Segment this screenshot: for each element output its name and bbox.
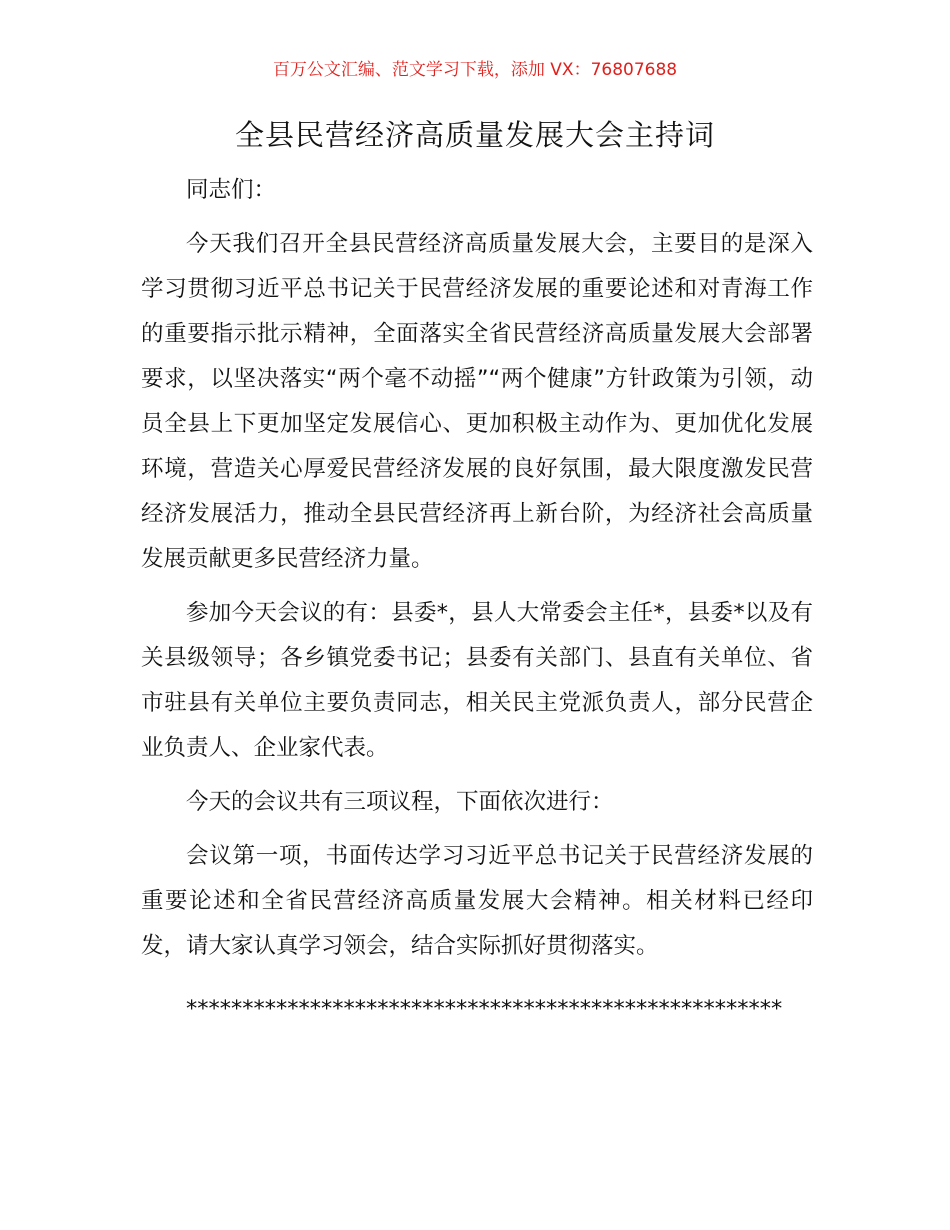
document-body <box>141 168 813 1032</box>
salutation: 同志们： <box>186 177 277 203</box>
paragraph-agenda-intro: 今天的会议共有三项议程，下面依次进行： <box>186 789 614 815</box>
paragraph-attendees: 参加今天会议的有：县委*，县人大常委会主任*，县委*以及有关县级领导；各乡镇党委书记；县委有关部门、县直有关单位、省市驻县有关单位主要负责同志，相关民主党派负责人，部分民营企业负责人、企业家代表。 <box>141 600 813 761</box>
paragraph-agenda-item-1: 会议第一项，书面传达学习习近平总书记关于民营经济发展的重要论述和全省民营经济高质量发展大会精神。相关材料已经印发，请大家认真学习领会，结合实际抓好贯彻落实。 <box>141 843 813 959</box>
header-banner: 百万公文汇编、范文学习下载，添加 VX：76807688 <box>272 60 678 80</box>
paragraph-purpose: 今天我们召开全县民营经济高质量发展大会，主要目的是深入学习贯彻习近平总书记关于民营经济发展的重要论述和对青海工作的重要指示批示精神，全面落实全省民营经济高质量发展大会部署要求，以坚决落实“两个毫不动摇”“两个健康”方针政策为引领，动员全县上下更加坚定发展信心、更加积极主动作为、更加优化发展环境，营造关心厚爱民营经济发展的良好氛围，最大限度激发民营经济发展活力，推动全县民营经济再上新台阶，为经济社会高质量发展贡献更多民营经济力量。 <box>141 231 813 572</box>
document-title: 全县民营经济高质量发展大会主持词 <box>234 118 715 152</box>
separator-line: ***************************************************** <box>186 996 783 1022</box>
